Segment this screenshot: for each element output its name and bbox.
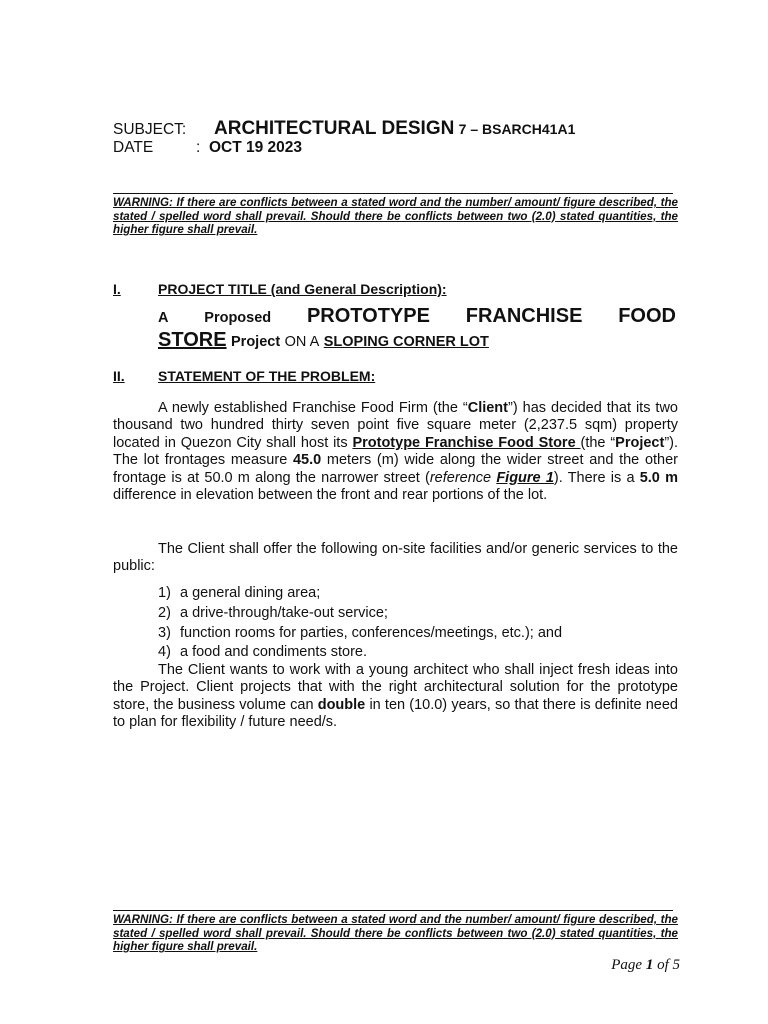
list-item-text: a drive-through/take-out service; [180, 604, 388, 621]
section-2-title: STATEMENT OF THE PROBLEM: [158, 368, 376, 384]
problem-paragraph-1 [113, 400, 678, 504]
text-run: meters (m) wide along the wider street and the other frontage is at 50.0 m along the narrower street ( [113, 452, 678, 486]
page-current: 1 [645, 957, 654, 973]
list-item-number: 1) [158, 585, 171, 601]
list-item-number: 2) [158, 604, 171, 621]
page-of: of [657, 957, 669, 973]
section-1-number: I. [113, 281, 121, 297]
warning-label: WARNING [113, 196, 170, 209]
text-run: difference in elevation between the front and rear portions of the lot. [113, 487, 548, 504]
page-word: Page [611, 957, 643, 973]
text-run: ”) has decided that its two thousand two hundred thirty seven point five square meter (2,237.5 sqm) property located in Quezon City shall host its [113, 400, 678, 451]
title-word-franchise: FRANCHISE [465, 305, 583, 327]
title-lot-type: SLOPING CORNER LOT [323, 334, 489, 350]
warning-text: : If there are conflicts between a stated word and the number/ amount/ figure described, the stated / spelled word shall prevail. Should there be conflicts between two (2.0) stated quantities, the higher figure shall prevail. [113, 913, 678, 954]
value-5m: 5.0 m [639, 469, 678, 486]
warning-top-rule [113, 193, 673, 194]
warning-bottom-rule [113, 910, 673, 911]
list-item-text: a general dining area; [180, 585, 321, 601]
list-item [158, 643, 562, 663]
subject-line [113, 118, 575, 140]
title-word-prototype: PROTOTYPE [306, 305, 430, 327]
title-word-store: STORE [158, 329, 227, 351]
title-word-on-a: ON A [284, 334, 320, 350]
date-label: DATE [113, 139, 154, 156]
list-item-text: function rooms for parties, conferences/meetings, etc.); and [180, 624, 563, 641]
title-word-food: FOOD [618, 305, 676, 327]
subject-title: ARCHITECTURAL DESIGN [214, 118, 455, 139]
list-item [158, 624, 562, 644]
section-1-heading [113, 281, 447, 297]
term-prototype-store: Prototype Franchise Food Store [352, 434, 581, 451]
section-2-heading [113, 368, 375, 384]
list-item [158, 604, 562, 624]
term-double: double [317, 696, 366, 713]
list-item-number: 3) [158, 624, 171, 641]
term-client: Client [467, 400, 508, 416]
figure-1-reference: Figure 1 [496, 469, 554, 486]
facilities-list [158, 584, 562, 663]
date-line [113, 139, 302, 157]
reference-label: reference [429, 469, 497, 486]
warning-text: : If there are conflicts between a stated word and the number/ amount/ figure described, the stated / spelled word shall prevail. Should there be conflicts between two (2.0) stated quantities, the higher figure shall prevail. [113, 196, 678, 237]
title-word-a: A [158, 310, 169, 326]
page-total: 5 [672, 957, 680, 973]
problem-paragraph-2: The Client shall offer the following on-site facilities and/or generic services to the public: [113, 541, 678, 575]
page-number [590, 957, 680, 974]
term-project: Project [615, 434, 665, 451]
date-value: OCT 19 2023 [208, 139, 302, 156]
subject-code: 7 – BSARCH41A1 [458, 121, 576, 137]
list-item [158, 584, 562, 604]
warning-bottom [113, 913, 678, 954]
date-colon: : [196, 139, 201, 156]
section-2-number: II. [113, 368, 125, 384]
subject-label: SUBJECT: [113, 121, 187, 138]
text-run: (the “ [580, 434, 616, 451]
value-45m: 45.0 [292, 452, 322, 469]
list-item-number: 4) [158, 644, 171, 661]
text-run: The Client wants to work with a young architect who shall inject fresh ideas into the Project. Client projects that with the right architectural solution for the prototype store, the business volume can [113, 662, 678, 713]
problem-paragraph-3 [113, 662, 678, 732]
text-run: in ten (10.0) years, so that there is definite need to plan for flexibility / future need/s. [113, 696, 678, 731]
title-word-proposed: Proposed [204, 310, 272, 326]
warning-label: WARNING [113, 913, 170, 926]
project-title [158, 305, 676, 353]
title-word-project: Project [231, 334, 281, 350]
section-1-title: PROJECT TITLE (and General Description): [158, 281, 447, 297]
text-run: ”). The lot frontages measure [113, 434, 679, 469]
warning-top [113, 196, 678, 237]
list-item-text: a food and condiments store. [180, 644, 368, 661]
text-run: A newly established Franchise Food Firm (the “ [158, 400, 468, 416]
text-run: ). There is a [553, 469, 640, 486]
